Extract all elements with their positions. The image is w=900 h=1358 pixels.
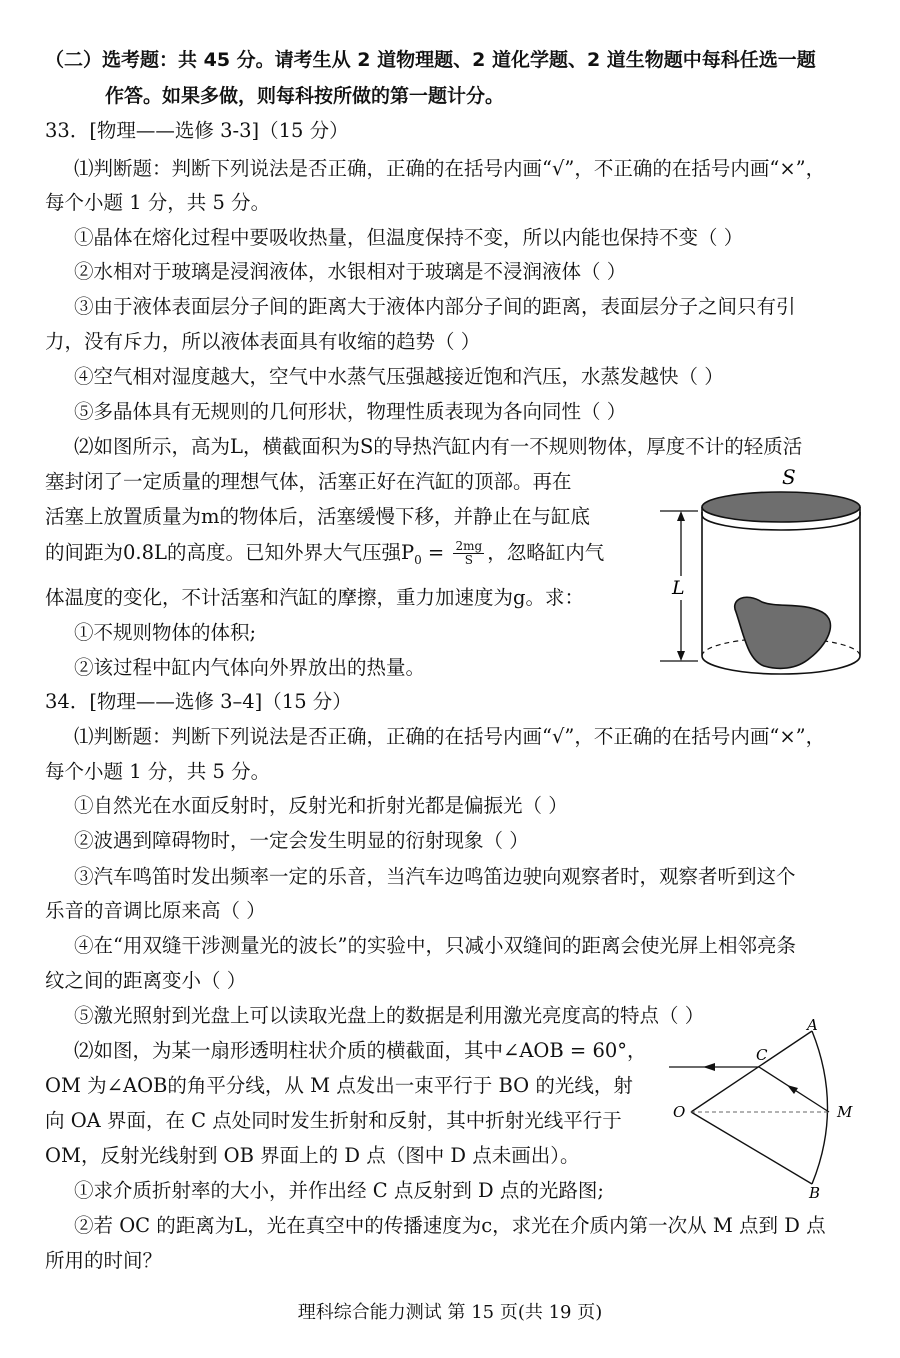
q34-item5: ⑤激光照射到光盘上可以读取光盘上的数据是利用激光亮度高的特点（ ） <box>74 1004 705 1027</box>
q34-part2-line2: OM 为∠AOB的角平分线，从 M 点发出一束平行于 BO 的光线，射 <box>45 1074 633 1097</box>
q33-ask1: ①不规则物体的体积; <box>74 621 257 644</box>
q33-item4: ④空气相对湿度越大，空气中水蒸气压强越接近饱和汽压，水蒸发越快（ ） <box>74 365 724 388</box>
q33-item3-line2: 力，没有斥力，所以液体表面具有收缩的趋势（ ） <box>45 330 481 353</box>
piston-top <box>702 492 860 522</box>
q34-part2-line4: OM，反射光线射到 OB 界面上的 D 点（图中 D 点未画出）。 <box>45 1144 580 1167</box>
q33-title: 33．[物理——选修 3-3]（15 分） <box>45 119 349 142</box>
q34-item4-line1: ④在“用双缝干涉测量光的波长”的实验中，只减小双缝间的距离会使光屏上相邻亮条 <box>74 934 796 957</box>
q34-part1-intro-1: ⑴判断题：判断下列说法是否正确，正确的在括号内画“√”，不正确的在括号内画“×”， <box>74 725 826 748</box>
q33-ask2: ②该过程中缸内气体向外界放出的热量。 <box>74 656 426 679</box>
q33-part2-line2: 塞封闭了一定质量的理想气体，活塞正好在汽缸的顶部。再在 <box>45 470 572 493</box>
pressure-fraction <box>453 540 484 567</box>
q33-part1-intro-1: ⑴判断题：判断下列说法是否正确，正确的在括号内画“√”，不正确的在括号内画“×”， <box>74 157 826 180</box>
equals-sign: = <box>421 541 451 564</box>
q34-item1: ①自然光在水面反射时，反射光和折射光都是偏振光（ ） <box>74 794 568 817</box>
figure-label-S: S <box>782 465 796 489</box>
q33-part2-line4 <box>45 540 604 573</box>
q33-part1-intro-2: 每个小题 1 分，共 5 分。 <box>45 191 271 214</box>
page-footer: 理科综合能力测试 第 15 页(共 19 页) <box>297 1302 603 1323</box>
height-arrow-down <box>677 651 685 661</box>
q34-ask2-line2: 所用的时间？ <box>45 1249 163 1272</box>
q34-item3-line2: 乐音的音调比原来高（ ） <box>45 899 266 922</box>
height-arrow-up <box>677 511 685 521</box>
fraction-denominator: S <box>464 553 473 567</box>
q34-ask2-line1: ②若 OC 的距离为L，光在真空中的传播速度为c，求光在介质内第一次从 M 点到 D 点 <box>74 1214 826 1237</box>
q33-item5: ⑤多晶体具有无规则的几何形状，物理性质表现为各向同性（ ） <box>74 400 627 423</box>
q33-part2-line4-pre: 的间距为0.8L的高度。已知外界大气压强P <box>45 541 415 564</box>
q34-part2-line3: 向 OA 界面，在 C 点处同时发生折射和反射，其中折射光线平行于 <box>45 1109 622 1132</box>
point-M-label: M <box>837 1103 853 1121</box>
q34-ask1: ①求介质折射率的大小，并作出经 C 点反射到 D 点的光路图; <box>74 1179 604 1202</box>
figure-label-L: L <box>672 577 685 599</box>
fraction-numerator: 2mg <box>455 539 483 553</box>
sector-figure <box>665 1018 860 1203</box>
q34-title: 34．[物理——选修 3–4]（15 分） <box>45 690 352 713</box>
q33-item1: ①晶体在熔化过程中要吸收热量，但温度保持不变，所以内能也保持不变（ ） <box>74 226 744 249</box>
refracted-ray-arrow <box>703 1063 715 1071</box>
point-B-label: B <box>809 1184 821 1202</box>
q34-item3-line1: ③汽车鸣笛时发出频率一定的乐音，当汽车边鸣笛边驶向观察者时，观察者听到这个 <box>74 865 796 888</box>
point-A-label: A <box>807 1018 818 1034</box>
ray-OA <box>691 1031 812 1112</box>
point-O-label: O <box>673 1103 686 1121</box>
q33-part2-line3: 活塞上放置质量为m的物体后，活塞缓慢下移，并静止在与缸底 <box>45 505 590 528</box>
q34-part2-line1: ⑵如图，为某一扇形透明柱状介质的横截面，其中∠AOB = 60°， <box>74 1039 647 1062</box>
arc-AB <box>812 1031 828 1184</box>
q33-part2-line1: ⑵如图所示，高为L，横截面积为S的导热汽缸内有一不规则物体，厚度不计的轻质活 <box>74 435 803 458</box>
q34-item4-line2: 纹之间的距离变小（ ） <box>45 969 247 992</box>
cylinder-figure <box>650 462 875 682</box>
section-header-line2: 作答。如果多做，则每科按所做的第一题计分。 <box>105 85 505 107</box>
irregular-object <box>735 597 831 668</box>
ray-OB <box>691 1112 812 1184</box>
q34-item2: ②波遇到障碍物时，一定会发生明显的衍射现象（ ） <box>74 829 529 852</box>
point-C-label: C <box>756 1046 768 1064</box>
q33-item3-line1: ③由于液体表面层分子间的距离大于液体内部分子间的距离，表面层分子之间只有引 <box>74 295 796 318</box>
incident-ray-arrow <box>787 1085 798 1094</box>
q33-item2: ②水相对于玻璃是浸润液体，水银相对于玻璃是不浸润液体（ ） <box>74 260 627 283</box>
q34-part1-intro-2: 每个小题 1 分，共 5 分。 <box>45 760 271 783</box>
pressure-subscript: 0 <box>414 552 422 567</box>
q33-part2-line5: 体温度的变化，不计活塞和汽缸的摩擦，重力加速度为g。求： <box>45 586 584 609</box>
q33-part2-line4-post: ，忽略缸内气 <box>487 541 605 564</box>
section-header-line1: （二）选考题：共 45 分。请考生从 2 道物理题、2 道化学题、2 道生物题中每科任选一题 <box>45 49 816 71</box>
